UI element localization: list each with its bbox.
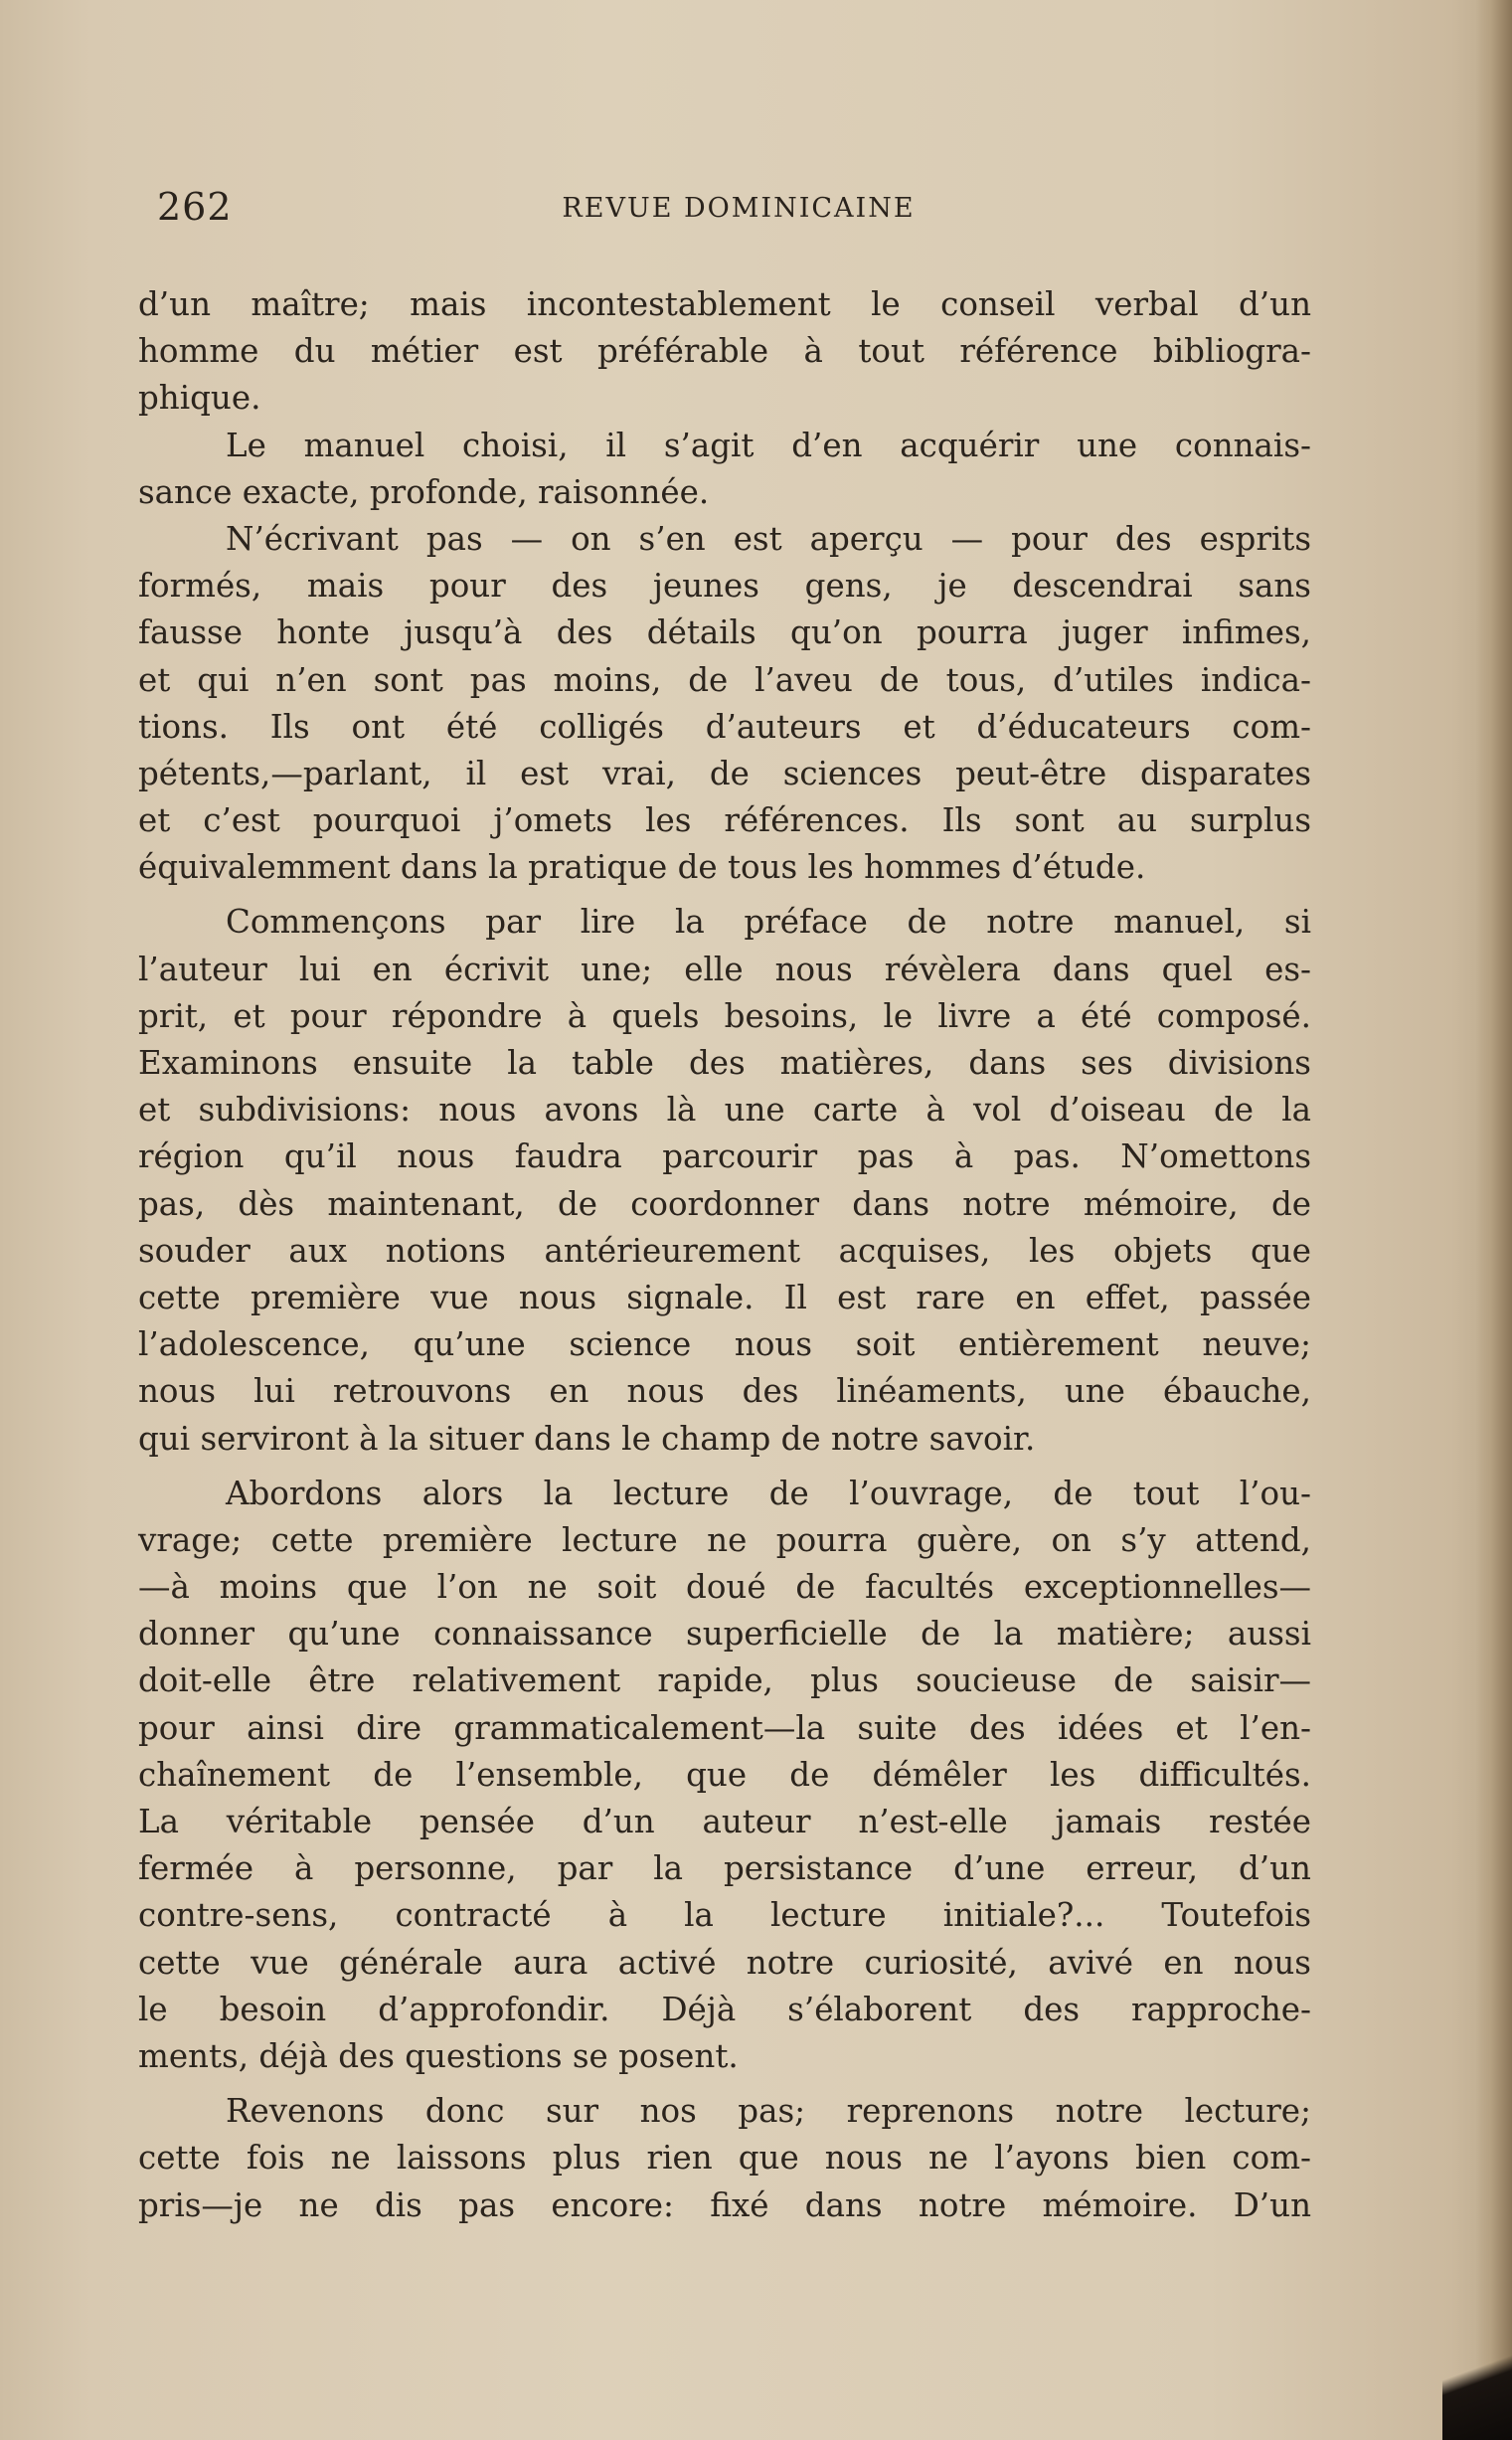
text-line: Le manuel choisi, il s’agit d’en acquérir une connais- xyxy=(226,426,1311,464)
paragraph-gap xyxy=(138,891,1311,899)
paragraph xyxy=(138,899,1311,1462)
paragraph-gap xyxy=(138,2080,1311,2088)
paragraph-gap xyxy=(138,1463,1311,1471)
text-line: pétents,—parlant, il est vrai, de sciences peut-être disparates xyxy=(138,754,1311,792)
text-line: Revenons donc sur nos pas; reprenons notre lecture; xyxy=(226,2092,1311,2131)
page-corner-shadow xyxy=(1442,2311,1512,2440)
text-line: pas, dès maintenant, de coordonner dans notre mémoire, de xyxy=(138,1184,1311,1223)
paragraph xyxy=(138,423,1311,516)
text-line: —à moins que l’on ne soit doué de facultés exceptionnelles— xyxy=(138,1568,1311,1607)
page-number: 262 xyxy=(157,185,233,229)
text-line: donner qu’une connaissance superficielle de la matière; aussi xyxy=(138,1615,1311,1654)
text-line: Examinons ensuite la table des matières, dans ses divisions xyxy=(138,1044,1311,1082)
text-line: l’adolescence, qu’une science nous soit entièrement neuve; xyxy=(138,1325,1311,1364)
text-line: le besoin d’approfondir. Déjà s’élaborent des rapproche- xyxy=(138,1990,1311,2028)
text-line: Abordons alors la lecture de l’ouvrage, de tout l’ou- xyxy=(226,1474,1311,1512)
paragraph xyxy=(138,516,1311,892)
text-line: La véritable pensée d’un auteur n’est-elle jamais restée xyxy=(138,1803,1311,1840)
text-line: d’un maître; mais incontestablement le conseil verbal d’un xyxy=(138,285,1311,323)
text-line: formés, mais pour des jeunes gens, je descendrai sans xyxy=(138,567,1311,606)
text-line: cette première vue nous signale. Il est rare en effet, passée xyxy=(138,1278,1311,1316)
text-line: fausse honte jusqu’à des détails qu’on pourra juger infimes, xyxy=(138,613,1311,652)
text-line: et qui n’en sont pas moins, de l’aveu de tous, d’utiles indica- xyxy=(138,660,1311,699)
text-line: Commençons par lire la préface de notre manuel, si xyxy=(226,903,1311,942)
text-line: pris—je ne dis pas encore: fixé dans notre mémoire. D’un xyxy=(138,2185,1311,2224)
text-line: pour ainsi dire grammaticalement—la suite des idées et l’en- xyxy=(138,1708,1311,1747)
text-line: prit, et pour répondre à quels besoins, le livre a été composé. xyxy=(138,996,1311,1035)
text-line: l’auteur lui en écrivit une; elle nous révèlera dans quel es- xyxy=(138,950,1311,988)
text-line: tions. Ils ont été colligés d’auteurs et d’éducateurs com- xyxy=(138,707,1311,746)
text-line: chaînement de l’ensemble, que de démêler les difficultés. xyxy=(138,1755,1311,1794)
running-head xyxy=(157,185,1320,245)
text-line: homme du métier est préférable à tout référence bibliogra- xyxy=(138,332,1311,371)
text-line: doit-elle être relativement rapide, plus soucieuse de saisir— xyxy=(138,1661,1311,1700)
text-line: vrage; cette première lecture ne pourra guère, on s’y attend, xyxy=(138,1520,1311,1559)
paragraph xyxy=(138,281,1311,423)
paragraph xyxy=(138,1471,1311,2080)
text-line: souder aux notions antérieurement acquises, les objets que xyxy=(138,1231,1311,1270)
text-line: fermée à personne, par la persistance d’une erreur, d’un xyxy=(138,1849,1311,1888)
text-line: sance exacte, profonde, raisonnée. xyxy=(138,472,710,511)
body-text xyxy=(138,281,1311,2229)
text-line: ments, déjà des questions se posent. xyxy=(138,2036,739,2075)
text-line: phique. xyxy=(138,379,261,418)
text-line: région qu’il nous faudra parcourir pas à pas. N’omettons xyxy=(138,1137,1311,1176)
text-line: équivalemment dans la pratique de tous les hommes d’étude. xyxy=(138,848,1146,887)
text-line: et subdivisions: nous avons là une carte à vol d’oiseau de la xyxy=(138,1091,1311,1130)
page-edge-shadow xyxy=(1476,0,1512,2440)
text-line: nous lui retrouvons en nous des linéaments, une ébauche, xyxy=(138,1372,1311,1411)
text-line: contre-sens, contracté à la lecture initiale?... Toutefois xyxy=(138,1896,1311,1935)
text-line: qui serviront à la situer dans le champ de notre savoir. xyxy=(138,1419,1036,1458)
text-line: cette vue générale aura activé notre curiosité, avivé en nous xyxy=(138,1943,1311,1982)
text-line: cette fois ne laissons plus rien que nous ne l’ayons bien com- xyxy=(138,2139,1311,2178)
paragraph xyxy=(138,2088,1311,2229)
text-line: et c’est pourquoi j’omets les références. Ils sont au surplus xyxy=(138,801,1311,840)
text-line: N’écrivant pas — on s’en est aperçu — pour des esprits xyxy=(226,519,1311,558)
journal-title: REVUE DOMINICAINE xyxy=(562,193,916,224)
